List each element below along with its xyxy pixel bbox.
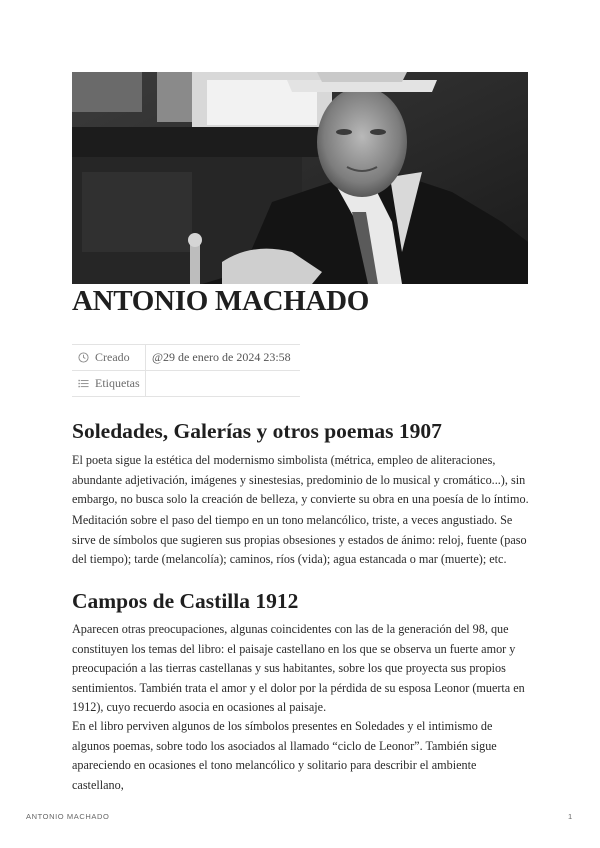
property-row-tags (72, 370, 300, 396)
properties-table (72, 344, 300, 397)
section-heading: Campos de Castilla 1912 (72, 589, 299, 613)
property-value-created: @29 de enero de 2024 23:58 (152, 350, 291, 364)
clock-icon (78, 352, 89, 363)
paragraph: Aparecen otras preocupaciones, algunas coincidentes con las de la generación del 98, que constituyen los temas del libro: el paisaje castellano en los que se observa un fuerte amor y preocupación a las tierras castellanas y sus habitantes, sobre los que proyecta sus propios sentimientos. También trata el amor y el dolor por la pérdida de su esposa Leonor (muerta en 1912), cuyo recuerdo asocia en ocasiones al paisaje. (72, 622, 525, 714)
paragraph: Meditación sobre el paso del tiempo en un tono melancólico, triste, a veces angustiado. Se sirve de símbolos que sugieren sus propias obsesiones y estados de ánimo: reloj, fuente (paso del tiempo); tarde (melancolía); caminos, ríos (vida); agua estancada o mar (muerte); etc. (72, 513, 527, 566)
footer-label: ANTONIO MACHADO (26, 812, 110, 821)
paragraph: En el libro perviven algunos de los símbolos presentes en Soledades y el intimismo de algunos poemas, sobre todo los asociados al llamado “ciclo de Leonor”. También sigue apareciendo en ocasiones el tono melancólico y solitario para describir el ambiente castellano, (72, 719, 497, 792)
list-icon (78, 378, 89, 389)
property-key-label: Etiquetas (95, 376, 140, 390)
section-heading: Soledades, Galerías y otros poemas 1907 (72, 419, 442, 443)
portrait-photo (72, 72, 528, 284)
property-row-created (72, 345, 300, 370)
page-number: 1 (568, 812, 573, 821)
page-title: ANTONIO MACHADO (72, 285, 370, 317)
property-key (72, 371, 146, 396)
property-key-label: Creado (95, 350, 130, 364)
property-key (72, 345, 146, 370)
paragraph: El poeta sigue la estética del modernismo simbolista (métrica, empleo de aliteraciones, abundante adjetivación, imágenes y sinestesias, predominio de lo musical y cromático...), sin embargo, no busca solo la creación de belleza, y convierte su obra en una poesía de lo íntimo. (72, 453, 529, 506)
cover-photo (72, 72, 528, 284)
